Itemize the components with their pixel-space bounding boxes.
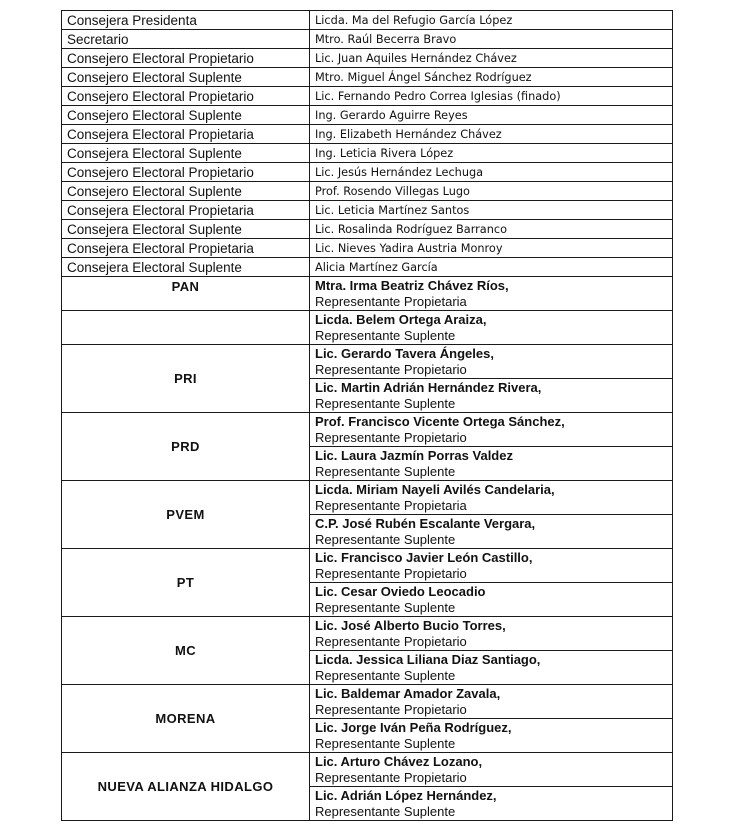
- representative-name: Lic. Gerardo Tavera Ángeles,: [315, 345, 494, 361]
- member-name-cell: Mtro. Miguel Ángel Sánchez Rodríguez: [310, 68, 673, 87]
- representative-alternate-cell: [310, 719, 673, 753]
- council-table: [61, 10, 673, 821]
- representative-alternate-cell: [310, 651, 673, 685]
- representative-alternate-cell: [310, 311, 673, 345]
- council-row: [62, 11, 673, 30]
- representative-name: Licda. Belem Ortega Araiza,: [315, 311, 487, 327]
- representative-alternate-cell: [310, 583, 673, 617]
- representative-owner-cell: [310, 481, 673, 515]
- council-row: [62, 239, 673, 258]
- representative-role: Representante Suplente: [315, 599, 456, 615]
- position-cell: Consejera Electoral Suplente: [62, 258, 310, 277]
- position-cell: Consejera Electoral Propietaria: [62, 239, 310, 258]
- position-cell: Consejera Electoral Propietaria: [62, 201, 310, 220]
- party-name-cell: PT: [62, 549, 310, 617]
- representative-role: Representante Propietario: [315, 633, 467, 649]
- member-name-cell: Ing. Gerardo Aguirre Reyes: [310, 106, 673, 125]
- council-row: [62, 87, 673, 106]
- council-row: [62, 182, 673, 201]
- position-cell: Consejero Electoral Propietario: [62, 163, 310, 182]
- position-cell: Consejero Electoral Suplente: [62, 182, 310, 201]
- party-name-cell: MORENA: [62, 685, 310, 753]
- representative-role: Representante Suplente: [315, 667, 456, 683]
- representative-role: Representante Propietaria: [315, 497, 467, 513]
- council-row: [62, 144, 673, 163]
- representative-name: Lic. Francisco Javier León Castillo,: [315, 549, 533, 565]
- representative-role: Representante Propietario: [315, 361, 467, 377]
- empty-party-cell: [62, 311, 310, 345]
- member-name-cell: Lic. Fernando Pedro Correa Iglesias (finado): [310, 87, 673, 106]
- representative-role: Representante Suplente: [315, 463, 456, 479]
- representative-owner-cell: [310, 413, 673, 447]
- party-name-cell: PVEM: [62, 481, 310, 549]
- position-cell: Consejero Electoral Suplente: [62, 68, 310, 87]
- representative-owner-cell: [310, 345, 673, 379]
- representative-name: Lic. José Alberto Bucio Torres,: [315, 617, 506, 633]
- representative-alternate-cell: [310, 787, 673, 821]
- member-name-cell: Licda. Ma del Refugio García López: [310, 11, 673, 30]
- representative-role: Representante Propietario: [315, 769, 467, 785]
- member-name-cell: Ing. Elizabeth Hernández Chávez: [310, 125, 673, 144]
- representative-role: Representante Suplente: [315, 803, 456, 819]
- representative-name: Licda. Jessica Liliana Diaz Santiago,: [315, 651, 541, 667]
- representative-alternate-cell: [310, 447, 673, 481]
- member-name-cell: Lic. Juan Aquiles Hernández Chávez: [310, 49, 673, 68]
- representative-owner-cell: [310, 753, 673, 787]
- member-name-cell: Lic. Nieves Yadira Austria Monroy: [310, 239, 673, 258]
- party-row: [62, 311, 673, 345]
- party-name-cell: PAN: [62, 277, 310, 311]
- member-name-cell: Mtro. Raúl Becerra Bravo: [310, 30, 673, 49]
- member-name-cell: Ing. Leticia Rivera López: [310, 144, 673, 163]
- representative-name: Lic. Baldemar Amador Zavala,: [315, 685, 501, 701]
- council-row: [62, 163, 673, 182]
- representative-name: Mtra. Irma Beatriz Chávez Ríos,: [315, 277, 509, 293]
- representative-name: Licda. Miriam Nayeli Avilés Candelaria,: [315, 481, 555, 497]
- party-name-cell: NUEVA ALIANZA HIDALGO: [62, 753, 310, 821]
- party-row: [62, 753, 673, 787]
- council-row: [62, 125, 673, 144]
- position-cell: Consejera Presidenta: [62, 11, 310, 30]
- representative-role: Representante Propietario: [315, 565, 467, 581]
- representative-name: Lic. Martin Adrián Hernández Rivera,: [315, 379, 542, 395]
- representative-role: Representante Propietario: [315, 429, 467, 445]
- council-row: [62, 220, 673, 239]
- representative-name: Prof. Francisco Vicente Ortega Sánchez,: [315, 413, 565, 429]
- representative-role: Representante Suplente: [315, 327, 456, 343]
- representative-name: Lic. Laura Jazmín Porras Valdez: [315, 447, 513, 463]
- representative-role: Representante Propietario: [315, 701, 467, 717]
- council-row: [62, 30, 673, 49]
- position-cell: Consejera Electoral Propietaria: [62, 125, 310, 144]
- council-row: [62, 201, 673, 220]
- representative-owner-cell: [310, 549, 673, 583]
- member-name-cell: Alicia Martínez García: [310, 258, 673, 277]
- party-name-cell: PRD: [62, 413, 310, 481]
- council-row: [62, 258, 673, 277]
- representative-name: Lic. Jorge Iván Peña Rodríguez,: [315, 719, 512, 735]
- member-name-cell: Prof. Rosendo Villegas Lugo: [310, 182, 673, 201]
- position-cell: Consejero Electoral Propietario: [62, 87, 310, 106]
- party-row: [62, 685, 673, 719]
- party-row: [62, 481, 673, 515]
- member-name-cell: Lic. Rosalinda Rodríguez Barranco: [310, 220, 673, 239]
- party-name-cell: PRI: [62, 345, 310, 413]
- representative-owner-cell: [310, 277, 673, 311]
- position-cell: Consejero Electoral Propietario: [62, 49, 310, 68]
- member-name-cell: Lic. Leticia Martínez Santos: [310, 201, 673, 220]
- party-row: [62, 549, 673, 583]
- representative-name: Lic. Arturo Chávez Lozano,: [315, 753, 483, 769]
- party-row: [62, 277, 673, 311]
- representative-name: Lic. Adrián López Hernández,: [315, 787, 497, 803]
- member-name-cell: Lic. Jesús Hernández Lechuga: [310, 163, 673, 182]
- representative-role: Representante Propietaria: [315, 293, 467, 309]
- representative-name: Lic. Cesar Oviedo Leocadio: [315, 583, 486, 599]
- council-row: [62, 49, 673, 68]
- party-row: [62, 413, 673, 447]
- representative-role: Representante Suplente: [315, 531, 456, 547]
- position-cell: Consejera Electoral Suplente: [62, 144, 310, 163]
- representative-role: Representante Suplente: [315, 395, 456, 411]
- representative-name: C.P. José Rubén Escalante Vergara,: [315, 515, 536, 531]
- party-row: [62, 345, 673, 379]
- position-cell: Consejero Electoral Suplente: [62, 106, 310, 125]
- representative-alternate-cell: [310, 379, 673, 413]
- council-row: [62, 106, 673, 125]
- position-cell: Secretario: [62, 30, 310, 49]
- position-cell: Consejera Electoral Suplente: [62, 220, 310, 239]
- council-row: [62, 68, 673, 87]
- party-row: [62, 617, 673, 651]
- representative-owner-cell: [310, 685, 673, 719]
- representative-role: Representante Suplente: [315, 735, 456, 751]
- representative-alternate-cell: [310, 515, 673, 549]
- party-name-cell: MC: [62, 617, 310, 685]
- representative-owner-cell: [310, 617, 673, 651]
